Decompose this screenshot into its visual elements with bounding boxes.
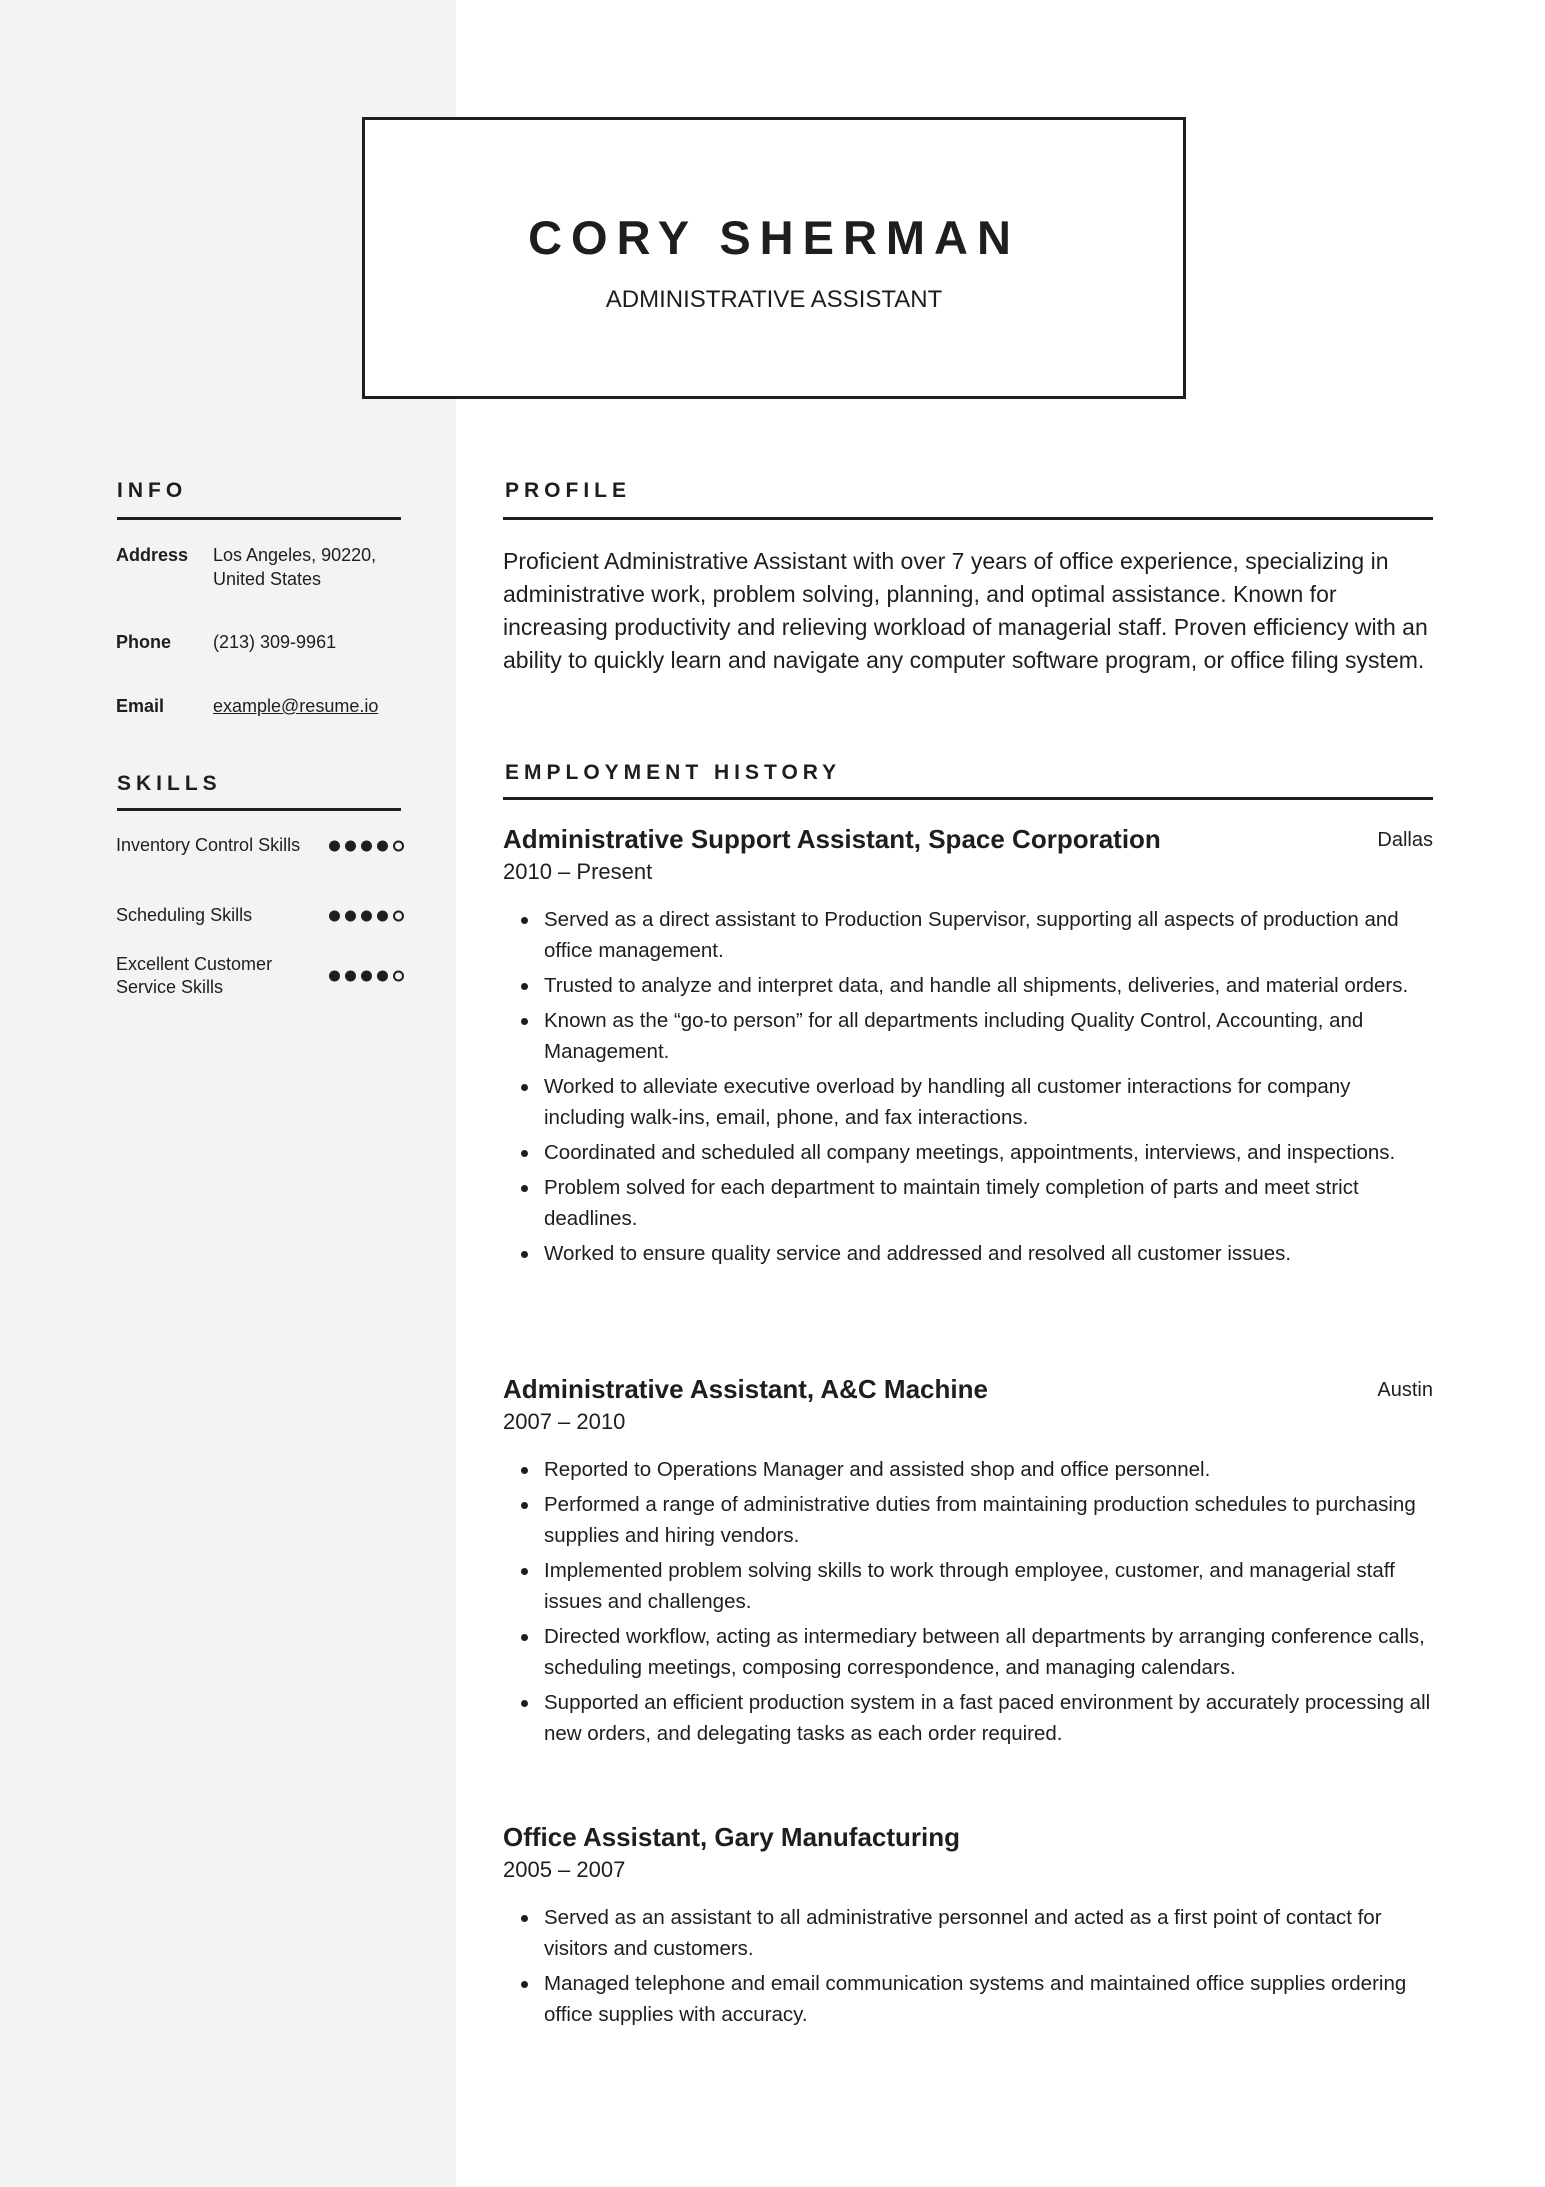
info-heading: INFO: [117, 479, 188, 502]
job-bullet: Known as the “go-to person” for all departments including Quality Control, Accounting, and Management.: [544, 1005, 1434, 1067]
job-title: ADMINISTRATIVE ASSISTANT: [605, 286, 943, 313]
job-bullet: Worked to alleviate executive overload by handling all customer interactions for company including walk-ins, email, phone, and fax interactions.: [544, 1071, 1434, 1133]
email-link[interactable]: example@resume.io: [213, 696, 379, 716]
skill-dot-filled: [329, 971, 340, 982]
name-header-box: [362, 117, 1186, 399]
skill-item: [116, 834, 404, 857]
job-bullet: Served as an assistant to all administrative personnel and acted as a first point of contact for visitors and customers.: [544, 1902, 1434, 1964]
job-bullet: Trusted to analyze and interpret data, and handle all shipments, deliveries, and material orders.: [544, 970, 1434, 1001]
job-bullets: [503, 904, 1433, 1269]
profile-divider: [503, 517, 1433, 520]
job-bullet: Coordinated and scheduled all company meetings, appointments, interviews, and inspections.: [544, 1137, 1434, 1168]
info-email: [116, 694, 406, 720]
skill-item: [116, 904, 404, 927]
skill-dot-filled: [361, 971, 372, 982]
job-bullet: Directed workflow, acting as intermediary between all departments by arranging conference calls, scheduling meetings, composing correspondence, and managing calendars.: [544, 1621, 1434, 1683]
employment-divider: [503, 797, 1433, 800]
skill-level-dots: [329, 971, 404, 982]
job-bullets: [503, 1902, 1433, 2030]
phone-value: (213) 309-9961: [213, 632, 337, 652]
employment-heading: EMPLOYMENT HISTORY: [505, 761, 842, 784]
skill-dot-filled: [345, 910, 356, 921]
job-bullets: [503, 1454, 1433, 1749]
address-label: Address: [116, 545, 189, 565]
job-entry: [503, 1373, 1433, 1753]
skill-name: Excellent Customer Service Skills: [116, 954, 273, 997]
job-bullet: Problem solved for each department to maintain timely completion of parts and meet strict deadlines.: [544, 1172, 1434, 1234]
skill-dot-filled: [377, 840, 388, 851]
job-bullet: Reported to Operations Manager and assisted shop and office personnel.: [544, 1454, 1434, 1485]
skill-dot-empty: [393, 910, 404, 921]
skill-dot-filled: [361, 840, 372, 851]
job-bullet: Served as a direct assistant to Production Supervisor, supporting all aspects of production and office management.: [544, 904, 1434, 966]
job-position: Administrative Assistant, A&C Machine: [503, 1374, 988, 1404]
job-dates: 2010 – Present: [503, 859, 653, 884]
skill-name: Inventory Control Skills: [116, 835, 301, 855]
skill-dot-empty: [393, 971, 404, 982]
skill-name: Scheduling Skills: [116, 905, 253, 925]
phone-label: Phone: [116, 632, 172, 652]
job-city: Austin: [1377, 1379, 1433, 1401]
skill-dot-empty: [393, 840, 404, 851]
address-value: Los Angeles, 90220, United States: [213, 545, 377, 589]
info-address: [116, 543, 406, 593]
skills-heading: SKILLS: [117, 772, 222, 795]
job-dates: 2005 – 2007: [503, 1857, 626, 1882]
candidate-name: CORY SHERMAN: [528, 211, 1020, 264]
job-entry: [503, 823, 1433, 1273]
job-bullet: Performed a range of administrative duties from maintaining production schedules to purchasing supplies and hiring vendors.: [544, 1489, 1434, 1551]
job-bullet: Worked to ensure quality service and addressed and resolved all customer issues.: [544, 1238, 1434, 1269]
skill-item: [116, 953, 404, 999]
profile-summary: Proficient Administrative Assistant with over 7 years of office experience, specializing in administrative work, problem solving, planning, and optimal assistance. Known for increasing productivity and relieving workload of managerial staff. Proven efficiency with an ability to quickly learn and navigate any computer software program, or office filing system.: [503, 548, 1428, 673]
skill-dot-filled: [361, 910, 372, 921]
skill-dot-filled: [377, 910, 388, 921]
job-city: Dallas: [1377, 829, 1433, 851]
job-bullet: Supported an efficient production system in a fast paced environment by accurately processing all new orders, and delegating tasks as each order required.: [544, 1687, 1434, 1749]
job-entry: [503, 1821, 1433, 2034]
skill-level-dots: [329, 910, 404, 921]
info-phone: [116, 630, 406, 656]
job-position: Administrative Support Assistant, Space Corporation: [503, 824, 1161, 854]
skills-divider: [117, 808, 401, 811]
skill-level-dots: [329, 840, 404, 851]
skill-dot-filled: [345, 840, 356, 851]
job-bullet: Managed telephone and email communication systems and maintained office supplies ordering office supplies with accuracy.: [544, 1968, 1434, 2030]
skill-dot-filled: [329, 840, 340, 851]
email-label: Email: [116, 696, 165, 716]
info-divider: [117, 517, 401, 520]
profile-heading: PROFILE: [505, 479, 632, 502]
job-dates: 2007 – 2010: [503, 1409, 626, 1434]
skill-dot-filled: [345, 971, 356, 982]
skill-dot-filled: [329, 910, 340, 921]
job-bullet: Implemented problem solving skills to work through employee, customer, and managerial staff issues and challenges.: [544, 1555, 1434, 1617]
skill-dot-filled: [377, 971, 388, 982]
job-position: Office Assistant, Gary Manufacturing: [503, 1822, 961, 1852]
